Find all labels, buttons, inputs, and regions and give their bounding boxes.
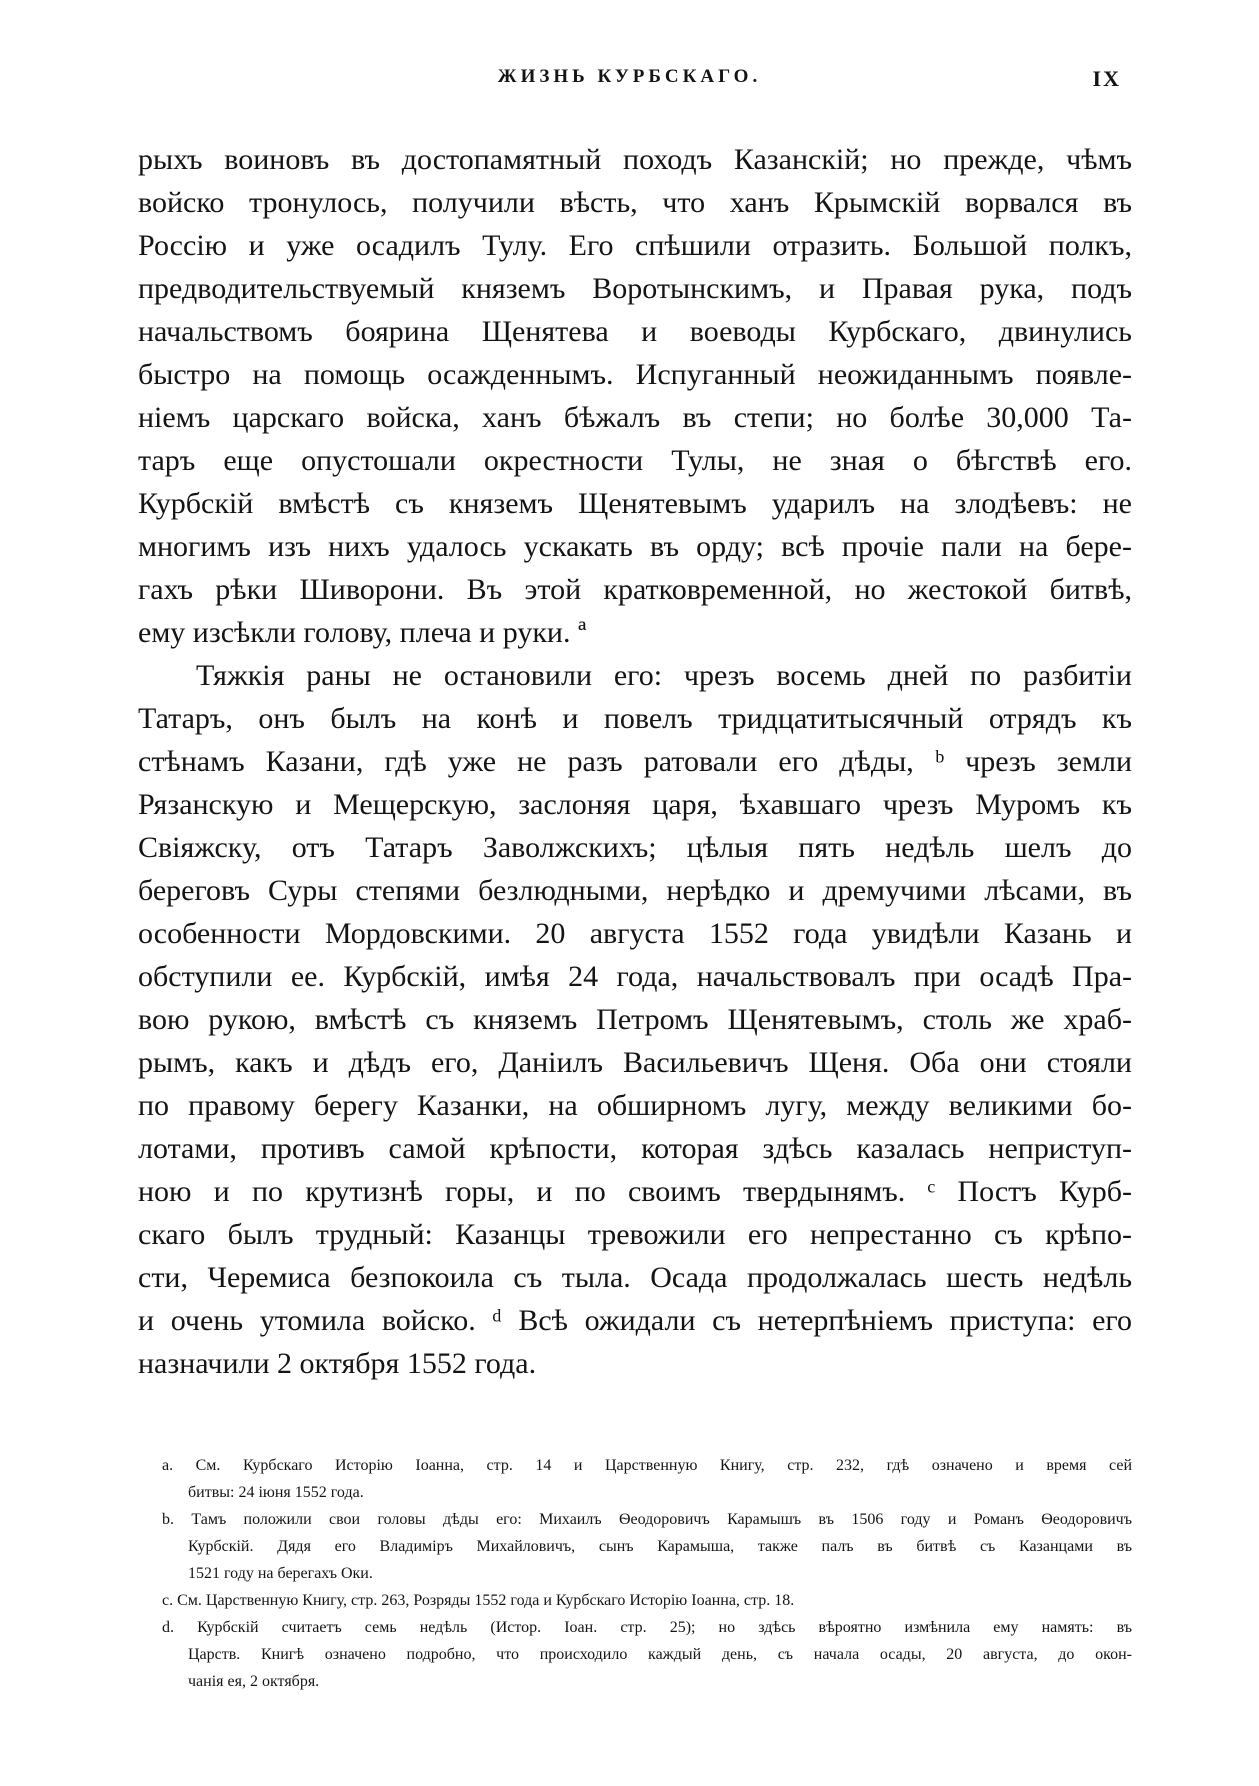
text-line: начальствомъ боярина Щенятева и воеводы Курбскаго, двинулись [138, 315, 1132, 348]
page-number: IX [1092, 66, 1121, 91]
text-line: таръ еще опустошали окрестности Тулы, не зная о бѣгствѣ его. [138, 444, 1132, 477]
text-line: по правому берегу Казанки, на обширномъ лугу, между великими бо- [138, 1089, 1132, 1122]
main-text [138, 138, 1132, 1385]
text-line: предводительствуемый княземъ Воротынскимъ, и Правая рука, подъ [138, 272, 1132, 305]
text-line: сти, Черемиса безпокоила съ тыла. Осада продолжалась шесть недѣль [138, 1261, 1132, 1294]
footnote-line: c. См. Царственную Книгу, стр. 263, Розряды 1552 года и Курбскаго Исторію Іоанна, стр. 18. [162, 1592, 795, 1609]
text-line: вою рукою, вмѣстѣ съ княземъ Петромъ Щенятевымъ, столь же храб- [138, 1003, 1132, 1036]
text-line: ною и по крутизнѣ горы, и по своимъ твердынямъ. ᶜ Постъ Курб- [138, 1175, 1132, 1208]
running-title: ЖИЗНЬ КУРБСКАГО. [497, 66, 762, 87]
text-line: стѣнамъ Казани, гдѣ уже не разъ ратовали его дѣды, ᵇ чрезъ земли [138, 745, 1132, 778]
text-line: особенности Мордовскими. 20 августа 1552 года увидѣли Казань и [138, 917, 1132, 950]
text-line: быстро на помощь осажденнымъ. Испуганный неожиданнымъ появле- [138, 358, 1132, 391]
text-line: рыхъ воиновъ въ достопамятный походъ Казанскій; но прежде, чѣмъ [138, 143, 1132, 176]
footnote-line: d. Курбскій считаетъ семь недѣль (Истор. Іоан. стр. 25); но здѣсь вѣроятно измѣнила ему намять: въ [162, 1619, 1132, 1636]
text-line: рымъ, какъ и дѣдъ его, Даніилъ Васильевичъ Щеня. Оба они стояли [138, 1046, 1132, 1079]
text-line: Курбскій вмѣстѣ съ княземъ Щенятевымъ ударилъ на злодѣевъ: не [138, 487, 1132, 520]
text-line: Рязанскую и Мещерскую, заслоняя царя, ѣхавшаго чрезъ Муромъ къ [138, 788, 1132, 821]
text-line: Тяжкія раны не остановили его: чрезъ восемь дней по разбитіи [196, 659, 1132, 692]
footnote-line: Царств. Книгѣ означено подробно, что происходило каждый день, съ начала осады, 20 августа, до окон- [188, 1646, 1132, 1663]
text-line: береговъ Суры степями безлюдными, нерѣдко и дремучими лѣсами, въ [138, 874, 1132, 907]
footnote-line: битвы: 24 іюня 1552 года. [188, 1484, 364, 1501]
text-line: Россію и уже осадилъ Тулу. Его спѣшили отразить. Большой полкъ, [138, 229, 1132, 262]
text-line: назначили 2 октября 1552 года. [138, 1347, 537, 1380]
text-line: гахъ рѣки Шиворони. Въ этой кратковременной, но жестокой битвѣ, [138, 573, 1132, 606]
text-line: скаго былъ трудный: Казанцы тревожили его непрестанно съ крѣпо- [138, 1218, 1132, 1251]
text-line: Татаръ, онъ былъ на конѣ и повелъ тридцатитысячный отрядъ къ [138, 702, 1132, 735]
page-header [138, 66, 1121, 96]
text-line: обступили ее. Курбскій, имѣя 24 года, начальствовалъ при осадѣ Пра- [138, 960, 1132, 993]
footnote-line: 1521 году на берегахъ Оки. [188, 1565, 373, 1582]
text-line: многимъ изъ нихъ удалось ускакать въ орду; всѣ прочіе пали на бере- [138, 530, 1132, 563]
footnote-line: чанія ея, 2 октября. [188, 1673, 320, 1690]
text-line: и очень утомила войско. ᵈ Всѣ ожидали съ нетерпѣніемъ приступа: его [138, 1304, 1132, 1337]
text-line: ему изсѣкли голову, плеча и руки. ª [138, 616, 587, 649]
text-line: Свіяжску, отъ Татаръ Заволжскихъ; цѣлыя пять недѣль шелъ до [138, 831, 1132, 864]
text-line: лотами, противъ самой крѣпости, которая здѣсь казалась неприступ- [138, 1132, 1132, 1165]
footnote-line: a. См. Курбскаго Исторію Іоанна, стр. 14 и Царственную Книгу, стр. 232, гдѣ означено и время сей [162, 1457, 1132, 1474]
text-line: войско тронулось, получили вѣсть, что ханъ Крымскій ворвался въ [138, 186, 1132, 219]
footnotes [162, 1452, 1132, 1695]
footnote-line: Курбскій. Дядя его Владиміръ Михайловичъ, сынъ Карамыша, также палъ въ битвѣ съ Казанцами въ [188, 1538, 1132, 1555]
footnote-line: b. Тамъ положили свои головы дѣды его: Михаилъ Ѳеодоровичъ Карамышъ въ 1506 году и Романъ Ѳеодоровичъ [162, 1511, 1132, 1528]
text-line: ніемъ царскаго войска, ханъ бѣжалъ въ степи; но болѣе 30,000 Та- [138, 401, 1132, 434]
